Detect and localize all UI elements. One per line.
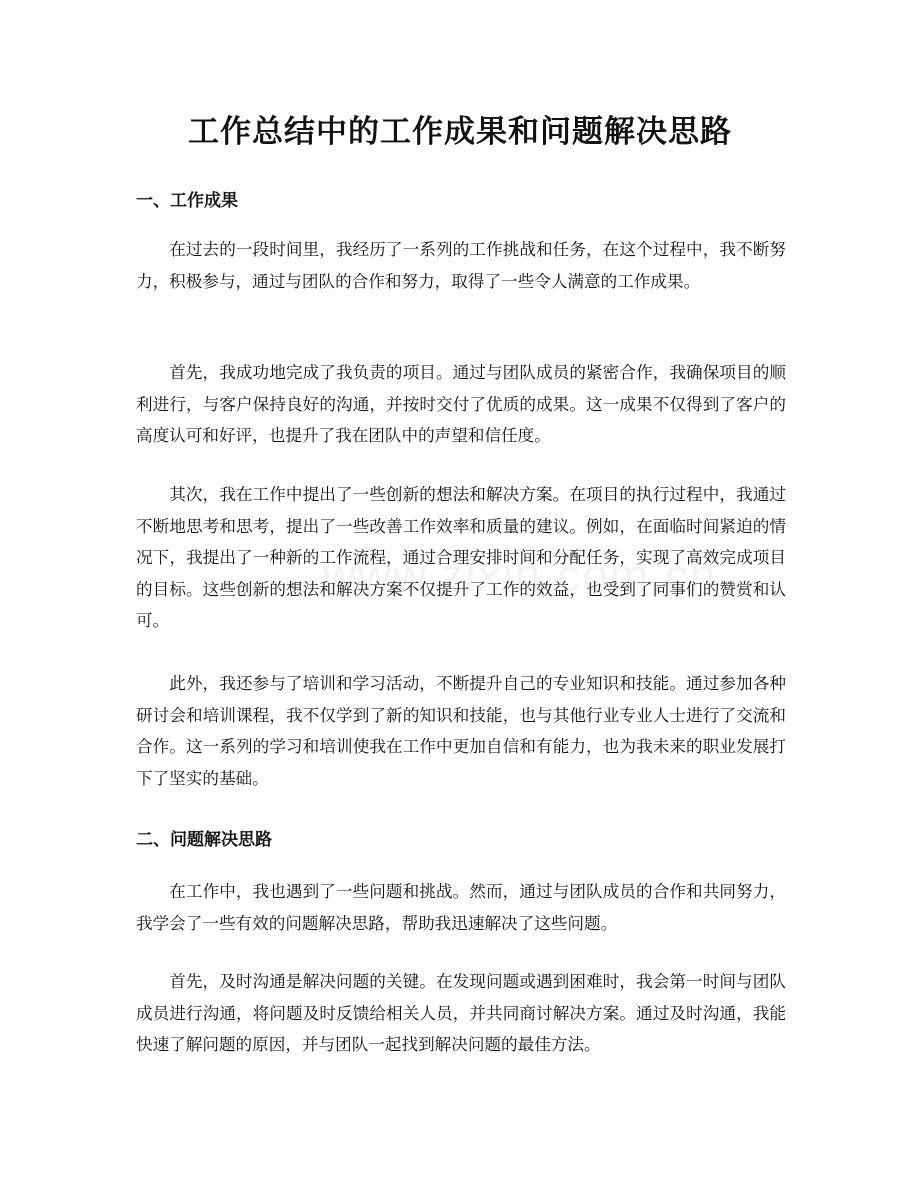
paragraph: 此外，我还参与了培训和学习活动，不断提升自己的专业知识和技能。通过参加各种研讨会和培训课程，我不仅学到了新的知识和技能，也与其他行业专业人士进行了交流和合作。这一系列的学习和培训使我在工作中更加自信和有能力，也为我未来的职业发展打下了坚实的基础。 [136, 674, 786, 788]
paragraph: 首先，及时沟通是解决问题的关键。在发现问题或遇到困难时，我会第一时间与团队成员进行沟通，将问题及时反馈给相关人员，并共同商讨解决方案。通过及时沟通，我能快速了解问题的原因，并与团队一起找到解决问题的最佳方法。 [136, 972, 786, 1054]
paragraph: 在工作中，我也遇到了一些问题和挑战。然而，通过与团队成员的合作和共同努力，我学会了一些有效的问题解决思路，帮助我迅速解决了这些问题。 [136, 882, 786, 933]
section-heading-achievements: 一、工作成果 [136, 191, 238, 211]
paragraph: 首先，我成功地完成了我负责的项目。通过与团队成员的紧密合作，我确保项目的顺利进行，与客户保持良好的沟通，并按时交付了优质的成果。这一成果不仅得到了客户的高度认可和好评，也提升了我在团队中的声望和信任度。 [136, 363, 786, 445]
page-title: 工作总结中的工作成果和问题解决思路 [188, 114, 732, 150]
paragraph: 其次，我在工作中提出了一些创新的想法和解决方案。在项目的执行过程中，我通过不断地思考和思考，提出了一些改善工作效率和质量的建议。例如，在面临时间紧迫的情况下，我提出了一种新的工作流程，通过合理安排时间和分配任务，实现了高效完成项目的目标。这些创新的想法和解决方案不仅提升了工作的效益，也受到了同事们的赞赏和认可。 [136, 485, 786, 630]
section-heading-problem-solving: 二、问题解决思路 [136, 830, 272, 850]
paragraph: 在过去的一段时间里，我经历了一系列的工作挑战和任务，在这个过程中，我不断努力，积极参与，通过与团队的合作和努力，取得了一些令人满意的工作成果。 [136, 240, 786, 291]
